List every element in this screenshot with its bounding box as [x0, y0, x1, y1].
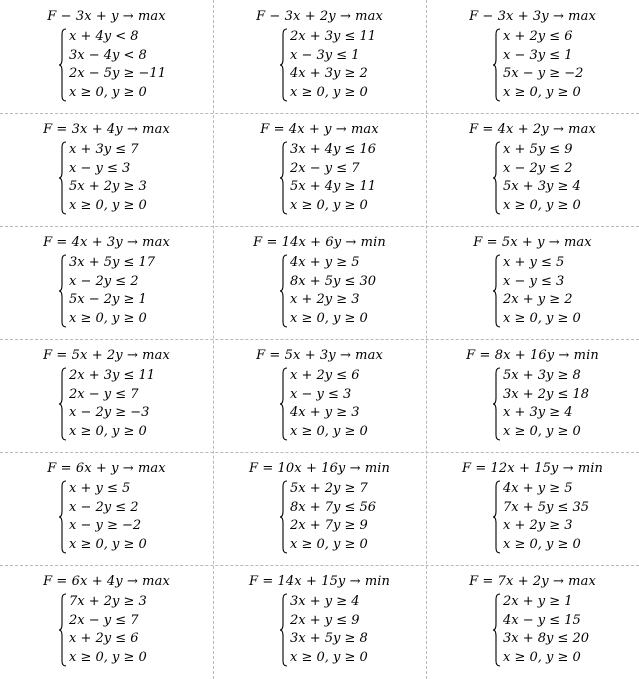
problem-cell: [426, 442, 639, 555]
constraint: x − y ≤ 3: [69, 160, 131, 176]
constraint: x + 5y ≤ 9: [503, 142, 573, 157]
constraint: x + 3y ≥ 4: [503, 405, 573, 420]
constraint: 4x + y ≥ 3: [290, 405, 360, 420]
objective-function: F = 10x + 16y → min: [248, 461, 390, 476]
constraint-list: [503, 254, 581, 328]
constraint: x − 2y ≤ 2: [69, 499, 139, 515]
constraint: 3x + 5y ≥ 8: [290, 631, 368, 646]
constraint-list: [503, 28, 583, 102]
constraint: x + 2y ≤ 6: [503, 29, 573, 44]
problem-cell: [0, 329, 213, 442]
constraint-list: [503, 141, 581, 215]
nonnegativity-constraint: x ≥ 0, y ≥ 0: [290, 536, 368, 552]
constraint: x + 2y ≤ 6: [290, 368, 360, 383]
left-brace-icon: [492, 480, 501, 554]
problem-cell: [426, 0, 639, 103]
objective-function: F = 5x + 3y → max: [256, 348, 383, 363]
nonnegativity-constraint: x ≥ 0, y ≥ 0: [290, 197, 368, 213]
problem-cell: [0, 0, 213, 103]
constraint: 7x + 5y ≤ 35: [503, 499, 590, 515]
constraint-list: [290, 593, 368, 667]
nonnegativity-constraint: x ≥ 0, y ≥ 0: [290, 84, 368, 100]
constraint-list: [290, 367, 368, 441]
objective-function: F − 3x + 3y → max: [469, 9, 596, 24]
objective-function: F = 5x + y → max: [473, 235, 592, 250]
constraint: x − y ≥ −2: [69, 518, 142, 533]
left-brace-icon: [279, 141, 288, 215]
objective-function: F = 5x + 2y → max: [43, 348, 170, 363]
constraint-list: [290, 254, 376, 328]
problem-cell: [213, 103, 426, 216]
nonnegativity-constraint: x ≥ 0, y ≥ 0: [503, 197, 581, 213]
problem-cell: [213, 555, 426, 668]
constraint: 2x + y ≥ 2: [503, 292, 573, 307]
left-brace-icon: [279, 367, 288, 441]
problem-cell: [213, 0, 426, 103]
constraint: 4x + y ≥ 5: [290, 255, 360, 270]
problem-cell: [0, 103, 213, 216]
nonnegativity-constraint: x ≥ 0, y ≥ 0: [290, 649, 368, 665]
constraint-list: [69, 254, 155, 328]
constraint: 5x + 3y ≥ 8: [503, 368, 581, 383]
constraint: x − 2y ≥ −3: [69, 405, 150, 420]
problem-cell: [213, 216, 426, 329]
constraint: 2x − y ≤ 7: [290, 160, 360, 176]
left-brace-icon: [58, 367, 67, 441]
objective-function: F = 12x + 15y → min: [461, 461, 603, 476]
constraint: 5x + 3y ≥ 4: [503, 179, 581, 194]
constraint: 4x + y ≥ 5: [503, 481, 573, 496]
constraint: 5x + 2y ≥ 3: [69, 179, 147, 194]
constraint-list: [503, 480, 589, 554]
left-brace-icon: [492, 254, 501, 328]
constraint: 5x − 2y ≥ 1: [69, 292, 147, 307]
problem-cell: [0, 216, 213, 329]
nonnegativity-constraint: x ≥ 0, y ≥ 0: [69, 84, 147, 100]
problem-cell: [213, 442, 426, 555]
nonnegativity-constraint: x ≥ 0, y ≥ 0: [290, 423, 368, 439]
constraint: 8x + 7y ≤ 56: [290, 499, 377, 515]
nonnegativity-constraint: x ≥ 0, y ≥ 0: [503, 310, 581, 326]
problem-cell: [213, 329, 426, 442]
problem-cell: [426, 216, 639, 329]
constraint: 3x + 2y ≤ 18: [503, 386, 590, 402]
constraint: x + y ≤ 5: [69, 481, 131, 496]
constraint: 2x + 7y ≥ 9: [290, 518, 368, 533]
left-brace-icon: [279, 593, 288, 667]
constraint: x − y ≤ 3: [290, 386, 352, 402]
objective-function: F = 7x + 2y → max: [469, 574, 596, 589]
nonnegativity-constraint: x ≥ 0, y ≥ 0: [69, 310, 147, 326]
nonnegativity-constraint: x ≥ 0, y ≥ 0: [503, 536, 581, 552]
constraint-list: [290, 141, 376, 215]
constraint: x + 3y ≤ 7: [69, 142, 139, 157]
left-brace-icon: [58, 141, 67, 215]
nonnegativity-constraint: x ≥ 0, y ≥ 0: [503, 423, 581, 439]
constraint-list: [69, 480, 147, 554]
nonnegativity-constraint: x ≥ 0, y ≥ 0: [503, 84, 581, 100]
left-brace-icon: [58, 593, 67, 667]
problem-cell: [0, 442, 213, 555]
objective-function: F = 14x + 15y → min: [248, 574, 390, 589]
objective-function: F = 6x + 4y → max: [43, 574, 170, 589]
left-brace-icon: [58, 254, 67, 328]
constraint-list: [69, 141, 147, 215]
constraint: x + y ≤ 5: [503, 255, 565, 270]
constraint: 2x + y ≥ 1: [503, 594, 573, 609]
objective-function: F − 3x + 2y → max: [256, 9, 383, 24]
constraint: 7x + 2y ≥ 3: [69, 594, 147, 609]
constraint: x − 2y ≤ 2: [69, 273, 139, 289]
constraint: 4x + 3y ≥ 2: [290, 66, 368, 81]
left-brace-icon: [492, 28, 501, 102]
nonnegativity-constraint: x ≥ 0, y ≥ 0: [69, 423, 147, 439]
objective-function: F − 3x + y → max: [47, 9, 166, 24]
constraint: 8x + 5y ≤ 30: [290, 273, 377, 289]
constraint: 2x − 5y ≥ −11: [69, 66, 166, 81]
constraint: x + 2y ≥ 3: [290, 292, 360, 307]
problem-cell: [0, 555, 213, 668]
problem-cell: [426, 555, 639, 668]
constraint-list: [503, 593, 589, 667]
left-brace-icon: [492, 593, 501, 667]
objective-function: F = 8x + 16y → min: [466, 348, 599, 363]
constraint: x − y ≤ 3: [503, 273, 565, 289]
constraint: 3x − 4y < 8: [69, 47, 147, 63]
constraint-list: [69, 28, 166, 102]
objective-function: F = 4x + y → max: [260, 122, 379, 137]
left-brace-icon: [492, 367, 501, 441]
nonnegativity-constraint: x ≥ 0, y ≥ 0: [290, 310, 368, 326]
left-brace-icon: [492, 141, 501, 215]
left-brace-icon: [58, 480, 67, 554]
constraint-list: [69, 593, 147, 667]
constraint: 2x − y ≤ 7: [69, 612, 139, 628]
constraint: x − 3y ≤ 1: [290, 47, 360, 63]
constraint: 2x − y ≤ 7: [69, 386, 139, 402]
constraint: 2x + 3y ≤ 11: [290, 29, 377, 44]
constraint: 2x + 3y ≤ 11: [69, 368, 156, 383]
constraint-list: [503, 367, 589, 441]
constraint: 5x − y ≥ −2: [503, 66, 584, 81]
constraint-list: [290, 480, 376, 554]
constraint: 5x + 4y ≥ 11: [290, 179, 377, 194]
left-brace-icon: [58, 28, 67, 102]
constraint: 2x + y ≤ 9: [290, 612, 360, 628]
constraint: x + 2y ≥ 3: [503, 518, 573, 533]
constraint: 3x + 5y ≤ 17: [69, 255, 156, 270]
left-brace-icon: [279, 28, 288, 102]
objective-function: F = 14x + 6y → min: [253, 235, 386, 250]
nonnegativity-constraint: x ≥ 0, y ≥ 0: [69, 197, 147, 213]
objective-function: F = 4x + 2y → max: [469, 122, 596, 137]
constraint: 4x − y ≤ 15: [503, 612, 581, 628]
nonnegativity-constraint: x ≥ 0, y ≥ 0: [69, 536, 147, 552]
nonnegativity-constraint: x ≥ 0, y ≥ 0: [503, 649, 581, 665]
left-brace-icon: [279, 480, 288, 554]
objective-function: F = 4x + 3y → max: [43, 235, 170, 250]
objective-function: F = 6x + y → max: [47, 461, 166, 476]
constraint: x + 4y < 8: [69, 29, 139, 44]
left-brace-icon: [279, 254, 288, 328]
constraint: 3x + y ≥ 4: [290, 594, 360, 609]
constraint: 3x + 8y ≤ 20: [503, 631, 590, 646]
nonnegativity-constraint: x ≥ 0, y ≥ 0: [69, 649, 147, 665]
problem-cell: [426, 329, 639, 442]
constraint: x − 3y ≤ 1: [503, 47, 573, 63]
constraint-list: [290, 28, 376, 102]
problem-cell: [426, 103, 639, 216]
constraint: x + 2y ≤ 6: [69, 631, 139, 646]
constraint-list: [69, 367, 155, 441]
constraint: x − 2y ≤ 2: [503, 160, 573, 176]
constraint: 5x + 2y ≥ 7: [290, 481, 368, 496]
objective-function: F = 3x + 4y → max: [43, 122, 170, 137]
constraint: 3x + 4y ≤ 16: [290, 142, 377, 157]
